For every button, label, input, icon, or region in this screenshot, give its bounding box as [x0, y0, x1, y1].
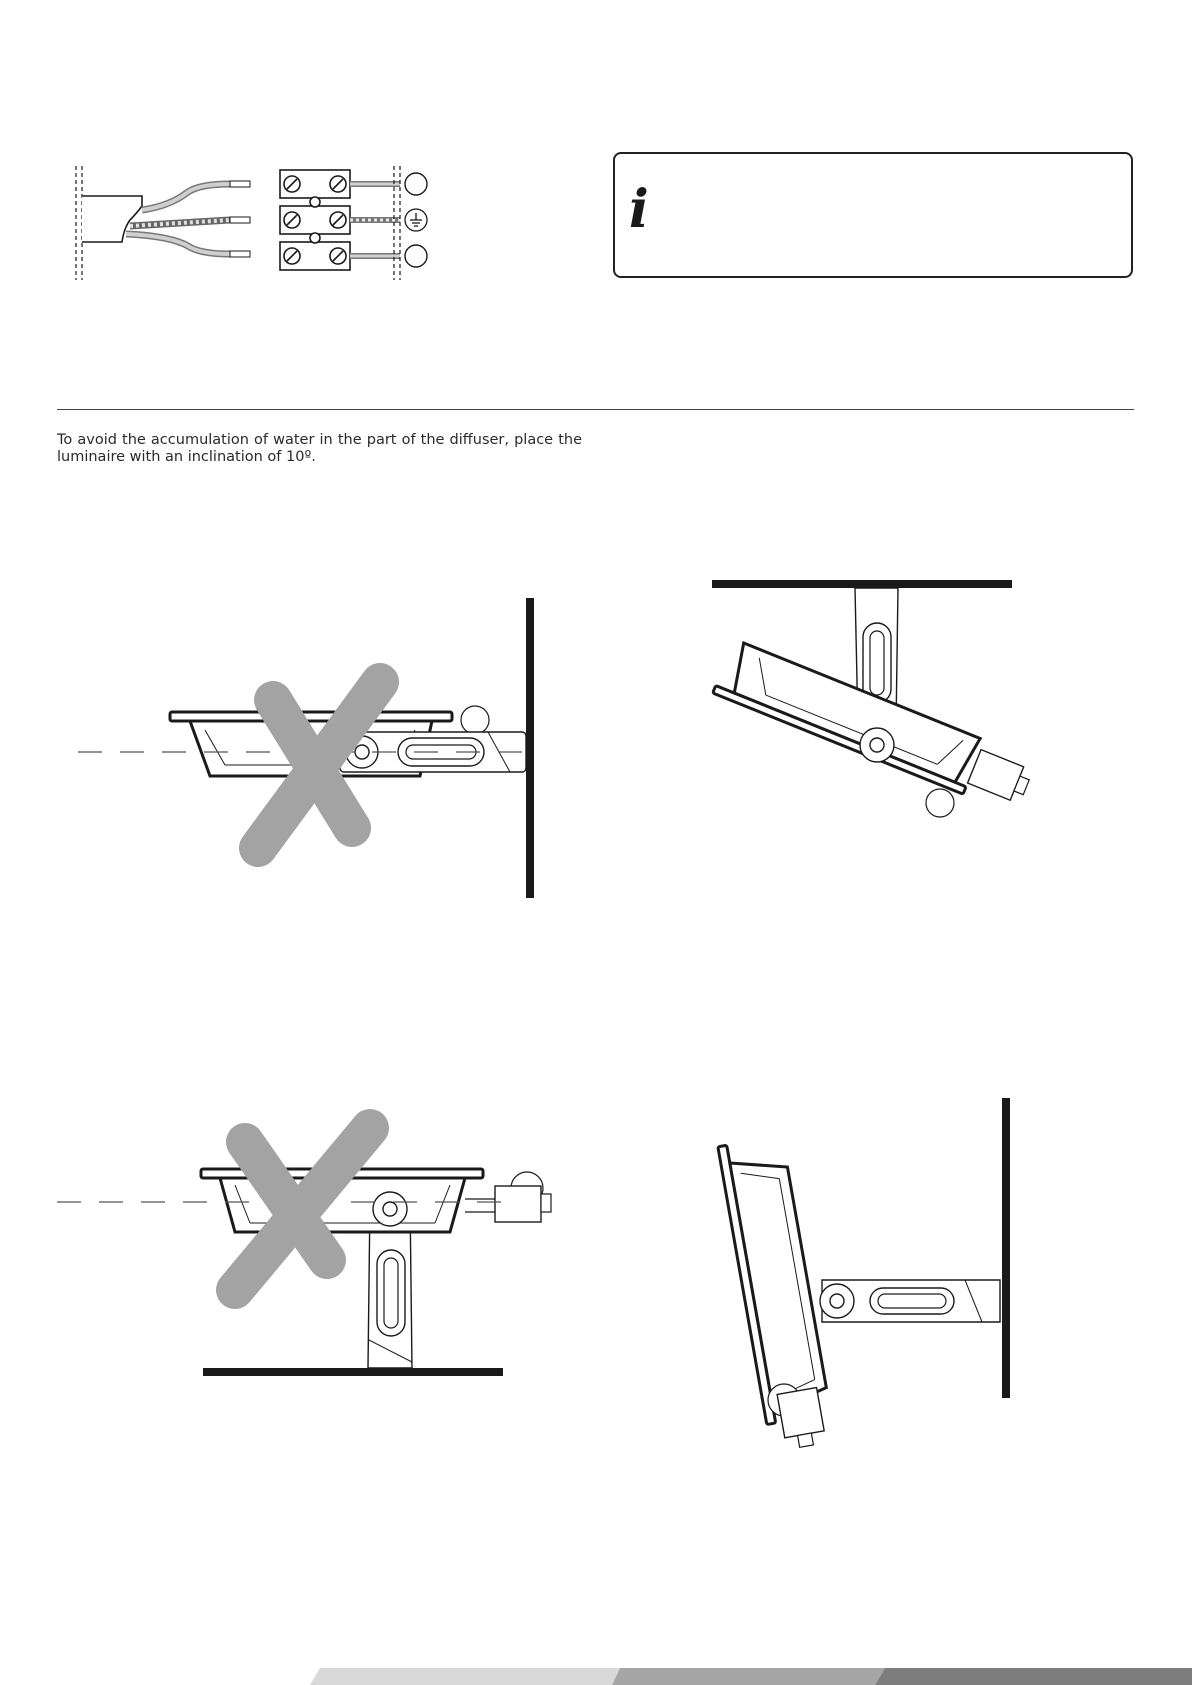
luminaire — [713, 588, 1037, 817]
section-divider — [57, 409, 1134, 410]
ceiling — [712, 580, 1012, 588]
info-icon: i — [629, 179, 649, 240]
wall — [1002, 1098, 1010, 1398]
floor — [203, 1368, 503, 1376]
instruction-text: To avoid the accumulation of water in the part of the diffuser, place the luminaire with an inclination of 10º. — [57, 432, 582, 465]
footer-band — [0, 1668, 1192, 1685]
cable-icon — [76, 166, 250, 280]
terminal-block-icon — [280, 170, 350, 270]
floor-mount-horizontal-figure — [55, 1110, 575, 1390]
wall-mount-inclined-figure — [750, 1090, 1030, 1450]
wiring-diagram — [70, 160, 440, 285]
wall-mount-horizontal-figure — [70, 590, 550, 910]
earth-symbol-icon — [405, 209, 427, 231]
luminaire — [718, 1136, 1000, 1450]
ceiling-mount-inclined-figure — [680, 575, 1040, 835]
wall — [526, 598, 534, 898]
info-box — [613, 152, 1133, 278]
